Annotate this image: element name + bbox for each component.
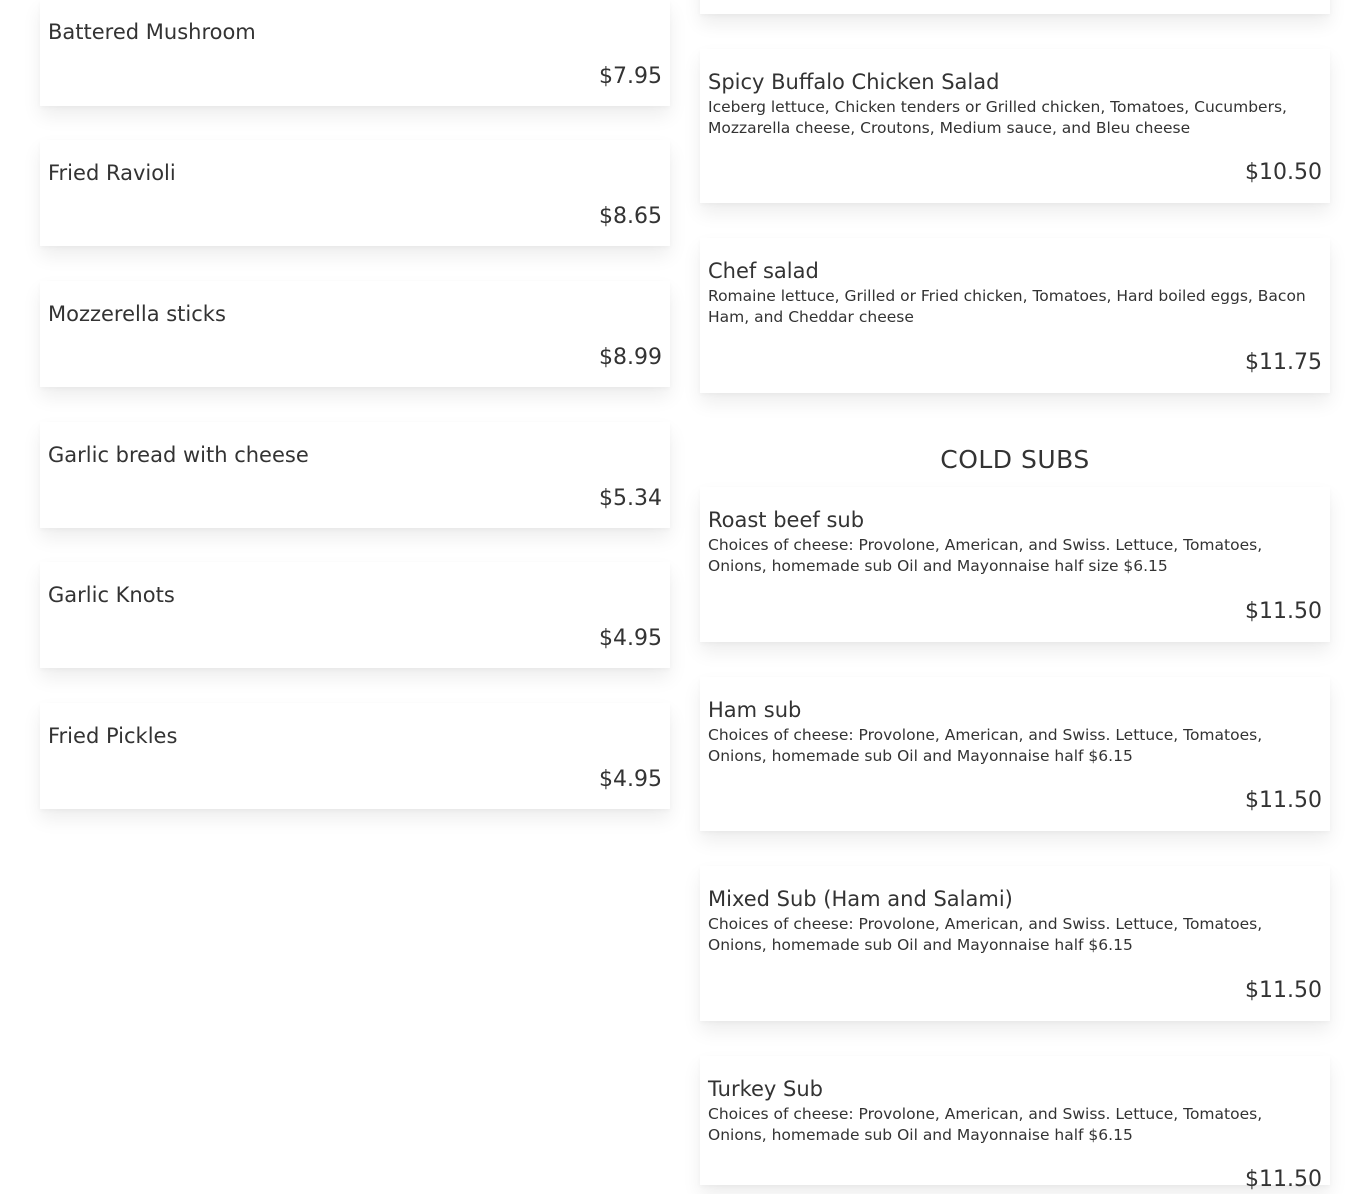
menu-item-name: Roast beef sub	[708, 508, 865, 532]
menu-item-price: $11.50	[1245, 978, 1322, 1003]
menu-item-name: Fried Ravioli	[48, 161, 176, 185]
menu-item-name: Turkey Sub	[708, 1077, 823, 1101]
menu-item-description: Iceberg lettuce, Chicken tenders or Grilled chicken, Tomatoes, Cucumbers, Mozzarella cheese, Croutons, Medium sauce, and Bleu cheese	[708, 98, 1287, 137]
menu-item-price: $11.50	[1245, 788, 1322, 813]
menu-item-card[interactable]	[40, 703, 670, 809]
menu-item-description: Choices of cheese: Provolone, American, and Swiss. Lettuce, Tomatoes, Onions, homemade sub Oil and Mayonnaise half $6.15	[708, 1105, 1263, 1144]
menu-item-price: $11.50	[1245, 1167, 1322, 1192]
menu-item-card[interactable]	[40, 0, 670, 106]
menu-item-price: $8.99	[599, 345, 662, 370]
menu-item-description: Choices of cheese: Provolone, American, and Swiss. Lettuce, Tomatoes, Onions, homemade sub Oil and Mayonnaise half $6.15	[708, 726, 1263, 765]
menu-item-name: Battered Mushroom	[48, 20, 256, 44]
menu-item-description: Choices of cheese: Provolone, American, and Swiss. Lettuce, Tomatoes, Onions, homemade sub Oil and Mayonnaise half $6.15	[708, 915, 1263, 954]
menu-item-name: Fried Pickles	[48, 724, 178, 748]
menu-item-name: Chef salad	[708, 259, 819, 283]
menu-item-price: $10.50	[1245, 160, 1322, 185]
menu-item-price: $4.95	[599, 767, 662, 792]
menu-item-card[interactable]	[40, 140, 670, 246]
menu-item-card[interactable]	[40, 562, 670, 668]
menu-item-name: Mixed Sub (Ham and Salami)	[708, 887, 1013, 911]
menu-item-description: Choices of cheese: Provolone, American, and Swiss. Lettuce, Tomatoes, Onions, homemade sub Oil and Mayonnaise half size $6.15	[708, 536, 1263, 575]
menu-item-description: Romaine lettuce, Grilled or Fried chicken, Tomatoes, Hard boiled eggs, Bacon Ham, and Cheddar cheese	[708, 287, 1306, 326]
menu-item-card[interactable]	[700, 677, 1330, 831]
menu-item-price: $7.95	[599, 64, 662, 89]
menu-item-card[interactable]	[700, 49, 1330, 203]
menu-item-name: Ham sub	[708, 698, 802, 722]
menu-item-card[interactable]	[700, 487, 1330, 642]
menu-item-name: Garlic Knots	[48, 583, 175, 607]
menu-item-price: $11.75	[1245, 350, 1322, 375]
menu-item-card[interactable]	[700, 1056, 1330, 1192]
menu-item-price: $4.95	[599, 626, 662, 651]
menu-item-card[interactable]	[700, 238, 1330, 393]
menu-item-card[interactable]	[40, 281, 670, 387]
menu-item-card[interactable]	[700, 0, 1330, 14]
menu-item-price: $8.65	[599, 204, 662, 229]
menu-item-name: Garlic bread with cheese	[48, 443, 309, 467]
section-title-cold-subs: COLD SUBS	[940, 445, 1090, 474]
menu-item-name: Spicy Buffalo Chicken Salad	[708, 70, 1000, 94]
menu-item-name: Mozzerella sticks	[48, 302, 226, 326]
menu-item-price: $11.50	[1245, 599, 1322, 624]
menu-item-card[interactable]	[40, 422, 670, 528]
menu-item-card[interactable]	[700, 866, 1330, 1021]
menu-item-price: $5.34	[599, 486, 662, 511]
